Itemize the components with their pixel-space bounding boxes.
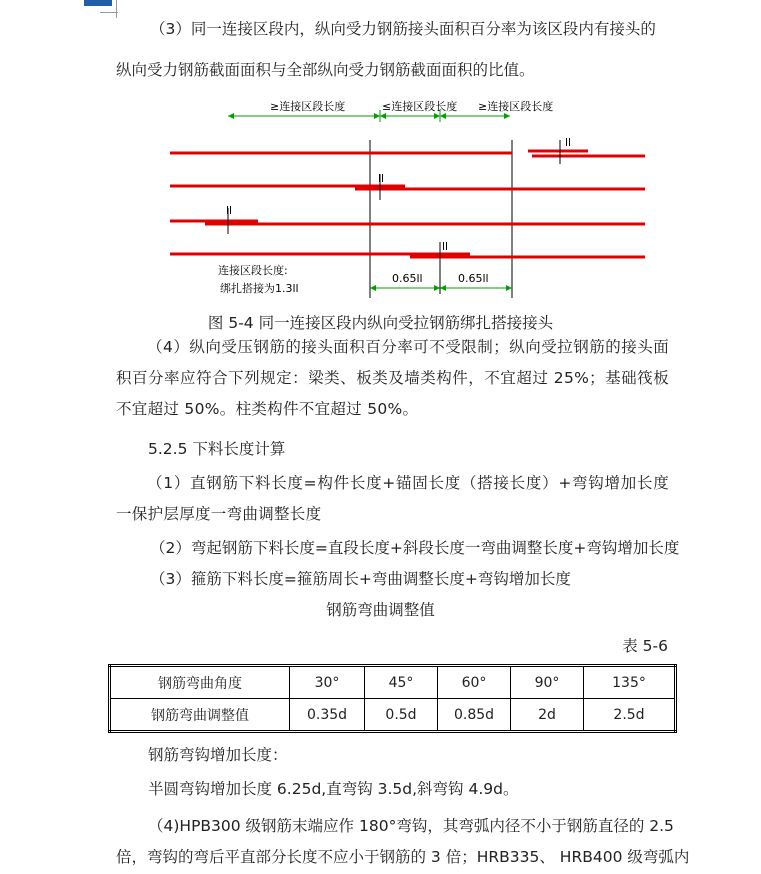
- table-row: [110, 666, 676, 699]
- paragraph-4b-line-1: （4)HPB300 级钢筋末端应作 180°弯钩，其弯弧内径不小于钢筋直径的 2.5: [148, 817, 674, 835]
- calc-item-3: （3）箍筋下料长度=箍筋周长+弯曲调整长度+弯钩增加长度: [150, 570, 571, 588]
- paragraph-4b-line-2: 倍，弯钩的弯后平直部分长度不应小于钢筋的 3 倍；HRB335、 HRB400 级弯弧内: [116, 848, 690, 866]
- splice-label: ll: [378, 172, 385, 185]
- crop-mark: [116, 0, 117, 18]
- zone-length-note: 绑扎搭接为1.3ll: [220, 282, 299, 295]
- table-cell: 0.85d: [438, 699, 511, 732]
- arrow-icon: [440, 285, 446, 291]
- table-cell: 0.5d: [365, 699, 438, 732]
- splice-label: ll: [565, 136, 572, 149]
- table-cell: 135°: [584, 666, 676, 699]
- table-cell: 2d: [511, 699, 584, 732]
- table-number: 表 5-6: [622, 637, 668, 655]
- crop-mark: [100, 12, 118, 13]
- calc-item-1: （1）直钢筋下料长度=构件长度+锚固长度（搭接长度）+弯钩增加长度一保护层厚度一弯曲调整长度: [116, 474, 669, 523]
- paragraph-3-line-2: 纵向受力钢筋截面面积与全部纵向受力钢筋截面面积的比值。: [116, 61, 535, 79]
- arrow-icon: [440, 113, 446, 119]
- segment-label-3: ≥连接区段长度: [478, 100, 554, 113]
- table-row: [110, 699, 676, 732]
- arrow-icon: [228, 113, 234, 119]
- segment-label-1: ≥连接区段长度: [270, 100, 346, 113]
- arrow-icon: [434, 113, 440, 119]
- page-corner-mark: [84, 0, 112, 6]
- section-heading: 5.2.5 下料长度计算: [148, 440, 286, 458]
- hook-heading: 钢筋弯钩增加长度：: [148, 746, 288, 764]
- arrow-icon: [504, 113, 510, 119]
- table-cell: 钢筋弯曲调整值: [110, 699, 290, 732]
- arrow-icon: [374, 113, 380, 119]
- splice-diagram: [160, 90, 660, 305]
- arrow-icon: [506, 285, 512, 291]
- table-cell: 45°: [365, 666, 438, 699]
- zone-length-label: 连接区段长度:: [218, 264, 288, 277]
- table-cell: 0.35d: [290, 699, 365, 732]
- bend-adjustment-table: [108, 664, 677, 733]
- arrow-icon: [434, 285, 440, 291]
- splice-label: ll: [442, 240, 449, 253]
- figure-caption: 图 5-4 同一连接区段内纵向受拉钢筋绑扎搭接接头: [207, 314, 554, 332]
- table-cell: 90°: [511, 666, 584, 699]
- dimension-label-2: 0.65ll: [458, 272, 489, 285]
- arrow-icon: [380, 113, 386, 119]
- dimension-label-1: 0.65ll: [392, 272, 423, 285]
- table-cell: 30°: [290, 666, 365, 699]
- hook-values: 半圆弯钩增加长度 6.25d,直弯钩 3.5d,斜弯钩 4.9d。: [148, 780, 519, 798]
- table-cell: 60°: [438, 666, 511, 699]
- segment-label-2: ≤连接区段长度: [382, 100, 458, 113]
- paragraph-3-line-1: （3）同一连接区段内，纵向受力钢筋接头面积百分率为该区段内有接头的: [150, 20, 656, 38]
- calc-item-2: （2）弯起钢筋下料长度=直段长度+斜段长度一弯曲调整长度+弯钩增加长度: [150, 539, 680, 557]
- paragraph-4: （4）纵向受压钢筋的接头面积百分率可不受限制；纵向受拉钢筋的接头面积百分率应符合下列规定：梁类、板类及墙类构件，不宜超过 25%；基础筏板不宜超过 50%。柱类构件不宜超过 50%。: [116, 338, 669, 418]
- arrow-icon: [370, 285, 376, 291]
- splice-label: ll: [226, 204, 233, 217]
- table-title: 钢筋弯曲调整值: [326, 601, 435, 619]
- table-cell: 2.5d: [584, 699, 676, 732]
- table-cell: 钢筋弯曲角度: [110, 666, 290, 699]
